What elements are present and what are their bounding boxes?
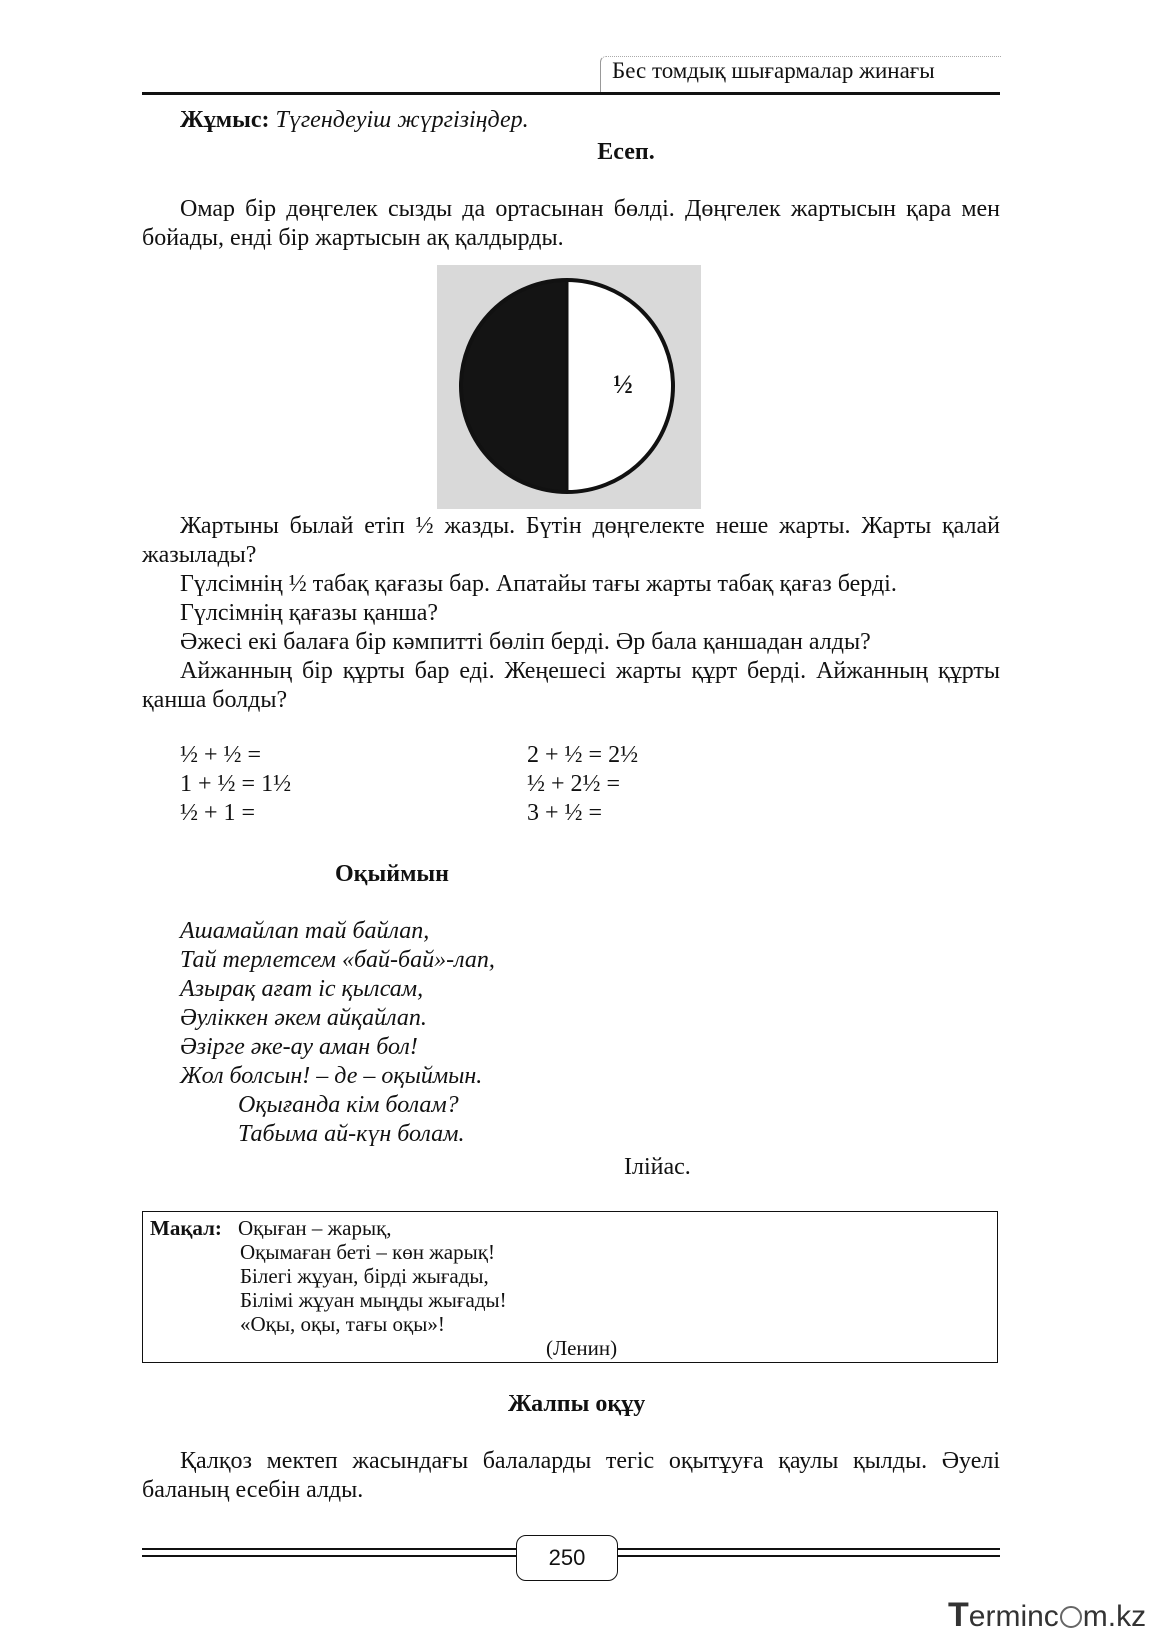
poem-line-indented: Оқығанда кім болам? xyxy=(238,1092,459,1118)
section-title-general: Жалпы оқұу xyxy=(508,1391,646,1417)
footer-rule-left-top xyxy=(142,1548,516,1550)
poem-line: Әзірге әке-ау аман бол! xyxy=(180,1034,418,1060)
poem-line-indented: Табыма ай-күн болам. xyxy=(238,1121,465,1147)
equation-right-2: ½ + 2½ = xyxy=(527,771,621,797)
proverb-line: «Оқы, оқы, тағы оқы»! xyxy=(240,1312,445,1336)
task-text: Түгендеуіш жүргізіңдер. xyxy=(275,107,529,133)
black-half xyxy=(461,280,567,492)
question-paragraph-2: Айжанның бір құрты бар еді. Жеңешесі жарты құрт берді. Айжанның құрты қанша болды? xyxy=(142,658,1000,713)
intro-paragraph: Омар бір дөңгелек сызды да ортасынан бөлді. Дөңгелек жартысын қара мен бойады, енді бір жартысын ақ қалдырды. xyxy=(142,196,1000,251)
footer-rule-right-bottom xyxy=(618,1555,1000,1557)
poem-title: Оқыймын xyxy=(335,861,449,887)
poem-line: Жол болсын! – де – оқыймын. xyxy=(180,1063,483,1089)
proverb-line: Білегі жұуан, бірді жығады, xyxy=(240,1264,489,1288)
equation-right-1: 2 + ½ = 2½ xyxy=(527,742,639,768)
question-paragraph-1: Жартыны былай етіп ½ жазды. Бүтін дөңгелекте неше жарты. Жарты қалай жазылады? xyxy=(142,513,1000,568)
proverb-line: Оқымаған беті – көн жарық! xyxy=(240,1240,495,1264)
task-label: Жұмыс: xyxy=(180,107,270,133)
watermark-prefix: T xyxy=(948,1596,969,1634)
page-number: 250 xyxy=(516,1535,618,1581)
section-title-esep: Есеп. xyxy=(597,139,655,165)
question-line-3: Әжесі екі балаға бір кәмпитті бөліп берді. Әр бала қаншадан алды? xyxy=(180,629,871,655)
header-rule xyxy=(142,92,1000,95)
half-circle-drawing xyxy=(437,265,701,509)
watermark-part1: erminc xyxy=(968,1600,1059,1633)
poem-line: Тай терлетсем «бай-бай»-лап, xyxy=(180,947,495,973)
watermark-part2: m.kz xyxy=(1082,1600,1147,1633)
poem-line: Әуліккен әкем айқайлап. xyxy=(180,1005,427,1031)
proverb-attribution: (Ленин) xyxy=(546,1336,618,1360)
equation-left-3: ½ + 1 = xyxy=(180,800,256,826)
fraction-label: ½ xyxy=(613,370,633,399)
half-circle-figure xyxy=(437,265,701,509)
book-title: Бес томдық шығармалар жинағы xyxy=(612,58,935,83)
watermark-logo xyxy=(948,1596,1146,1635)
equation-left-2: 1 + ½ = 1½ xyxy=(180,771,292,797)
general-paragraph: Қалқоз мектеп жасындағы балаларды тегіс оқытұуға қаулы қылды. Әуелі баланың есебін алды. xyxy=(142,1448,1000,1503)
equation-right-3: 3 + ½ = xyxy=(527,800,603,826)
poem-author: Ілійас. xyxy=(624,1154,691,1180)
equation-left-1: ½ + ½ = xyxy=(180,742,262,768)
proverb-line: Оқыған – жарық, xyxy=(238,1216,392,1240)
question-line-2: Гүлсімнің қағазы қанша? xyxy=(180,600,439,626)
proverb-line: Білімі жұуан мыңды жығады! xyxy=(240,1288,507,1312)
footer-rule-right-top xyxy=(618,1548,1000,1550)
proverb-label: Мақал: xyxy=(150,1216,222,1240)
poem-line: Ашамайлап тай байлап, xyxy=(180,918,430,944)
magnifier-icon xyxy=(1060,1606,1082,1628)
task-line xyxy=(180,106,529,135)
poem-line: Азырақ ағат іс қылсам, xyxy=(180,976,424,1002)
footer-rule-left-bottom xyxy=(142,1555,516,1557)
question-line-1: Гүлсімнің ½ табақ қағазы бар. Апатайы тағы жарты табақ қағаз берді. xyxy=(180,571,897,597)
